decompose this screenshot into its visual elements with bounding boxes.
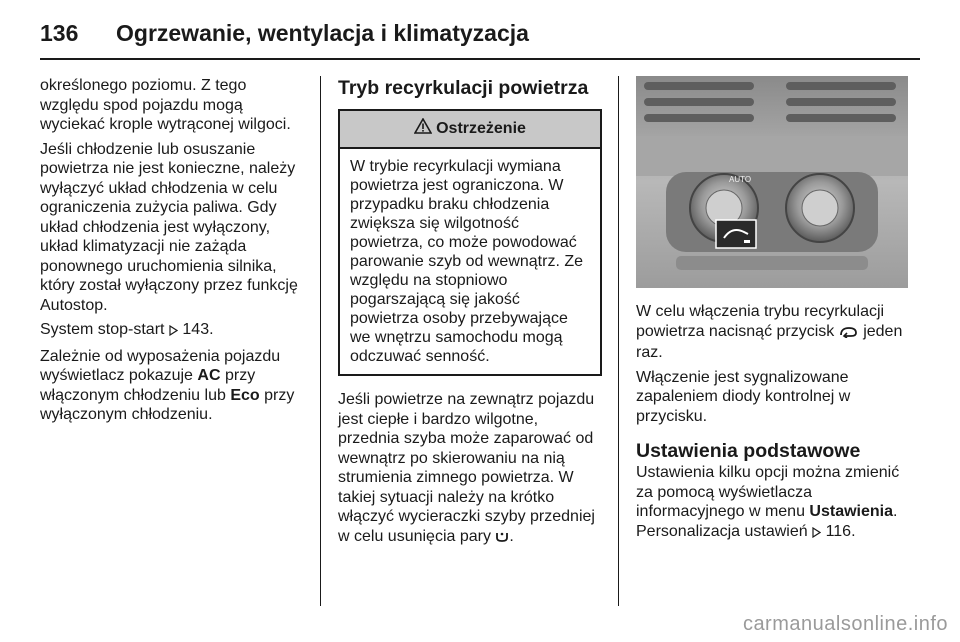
climate-panel-photo	[636, 76, 908, 288]
paragraph: W celu włączenia trybu recyrkulacji powietrza nacisnąć przycisk jeden raz.	[636, 303, 903, 361]
ac-label: AC	[197, 367, 221, 384]
column-divider-right	[618, 76, 619, 606]
eco-label: Eco	[230, 386, 260, 404]
column-right	[636, 76, 908, 548]
watermark: carmanualsonline.info	[742, 613, 948, 635]
warning-triangle-icon	[414, 118, 436, 140]
section-heading: Tryb recyrkulacji powietrza	[338, 77, 589, 99]
warning-header	[340, 111, 600, 149]
page-reference-link[interactable]: 143.	[182, 321, 214, 338]
paragraph: Jeśli powietrze na zewnątrz pojazdu jest ciepłe i bardzo wilgotne, przednia szyba może zaparować od wewnątrz po skierowaniu na nią strumienia zimnego powietrza. W takiej sytuacji należy na krótko włączyć wycieraczki szyby przedniej w celu usunięcia pary .	[338, 390, 602, 548]
column-divider-left	[320, 76, 321, 606]
column-middle	[338, 76, 602, 548]
paragraph: Ustawienia kilku opcji można zmienić za pomocą wyświetlacza informacyjnego w menu Ustawienia.	[636, 464, 900, 520]
recirculation-icon	[839, 324, 859, 344]
paragraph: Włączenie jest sygnalizowane zapaleniem diody kontrolnej w przycisku.	[636, 368, 851, 425]
page-number: 136	[40, 20, 79, 46]
reference-text: System stop-start	[40, 321, 165, 338]
column-left	[40, 76, 302, 430]
warning-title: Ostrzeżenie	[436, 120, 526, 138]
paragraph: określonego poziomu. Z tego względu spod pojazdu mogą wyciekać krople wytrąconej wilgoci.	[40, 77, 291, 133]
paragraph: Zależnie od wyposażenia pojazdu wyświetlacz pokazuje AC przy włączonym chłodzeniu lub Eco przy wyłączonym chłodzeniu.	[40, 347, 295, 423]
page-header	[40, 14, 920, 60]
section-heading: Ustawienia podstawowe	[636, 440, 861, 462]
warning-body: W trybie recyrkulacji wymiana powietrza jest ograniczona. W przypadku braku chłodzenia zwiększa się wilgotność powietrza, co może powodować parowanie szyb od wewnątrz. Ze względu na stopniowo pogarszającą się jakość powietrza osoby przebywające we wnętrzu samochodu mogą odczuwać senność.	[350, 158, 583, 365]
auto-button-label: AUTO	[729, 175, 752, 184]
paragraph: Jeśli chłodzenie lub osuszanie powietrza nie jest konieczne, należy wyłączyć układ chłodzenia w celu ograniczenia zużycia paliwa. Gdy układ chłodzenia jest wyłączony, układ klimatyzacji nie zażąda ponownego uruchomienia silnika, który został wyłączony przez funkcję Autostop.	[40, 140, 298, 314]
warning-box	[338, 109, 602, 376]
page-reference-link[interactable]: 116.	[825, 522, 856, 540]
page-title: Ogrzewanie, wentylacja i klimatyzacja	[116, 20, 529, 46]
reference-arrow-icon	[812, 524, 821, 544]
paragraph-reference: Personalizacja ustawień 116.	[636, 522, 908, 544]
settings-menu-label: Ustawienia	[809, 503, 894, 520]
reference-arrow-icon	[169, 322, 178, 342]
paragraph-reference	[40, 320, 302, 342]
wiper-icon	[495, 529, 509, 549]
